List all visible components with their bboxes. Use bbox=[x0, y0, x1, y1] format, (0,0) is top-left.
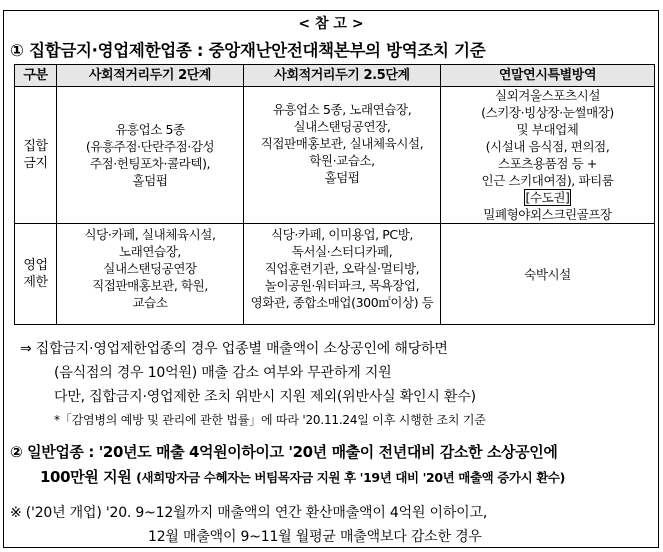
table-row bbox=[15, 224, 655, 325]
notice-frame bbox=[3, 10, 659, 548]
header-yearend: 연말연시특별방역 bbox=[441, 65, 655, 87]
arrow-line-2: (음식점의 경우 10억원) 매출 감소 여부와 무관하게 지원 bbox=[54, 365, 392, 381]
cell-limit-level2: 식당·카페, 실내체육시설, 노래연습장, 실내스탠딩공연장 직접판매홍보관, 학원, 교습소 bbox=[57, 224, 244, 325]
cell-ban-level25: 유흥업소 5종, 노래연습장, 실내스탠딩공연장, 직접판매홍보관, 실내체육시설, 학원·교습소, 홀덤펍 bbox=[244, 87, 441, 224]
arrow-line-3: 다만, 집합금지·영업제한 조치 위반시 지원 제외(위반사실 확인시 환수) bbox=[54, 389, 476, 405]
section2-number: ② bbox=[10, 443, 23, 461]
section2-title bbox=[10, 441, 557, 463]
arrow-line-1: ⇒ 집합금지·영업제한업종의 경우 업종별 매출액이 소상공인에 해당하면 bbox=[20, 341, 448, 357]
row-label-gathering-ban: 집합 금지 bbox=[15, 87, 57, 224]
section1-title bbox=[10, 37, 485, 61]
cell-limit-level25: 식당·카페, 이미용업, PC방, 독서실·스터디카페, 직업훈련기관, 오락실·멀티방, 놀이공원·워터파크, 목욕장업, 영화관, 종합소매업(300㎡이상) 등 bbox=[244, 224, 441, 325]
row-label-business-limit: 영업 제한 bbox=[15, 224, 57, 325]
footnote: *「감염병의 예방 및 관리에 관한 법률」에 따라 '20.11.24일 이후 시행한 조치 기준 bbox=[54, 413, 486, 427]
section2-line2: 100만원 지원 (새희망자금 수혜자는 버팀목자금 지원 후 '19년 대비 '20년 매출액 증가시 환수) bbox=[40, 468, 565, 486]
header-level25: 사회적거리두기 2.5단계 bbox=[244, 65, 441, 87]
note-line-1: ※ ('20년 개업) '20. 9~12월까지 매출액의 연간 환산매출액이 4억원 이하이고, bbox=[10, 505, 488, 521]
section1-number: ① bbox=[10, 41, 24, 60]
header-category: 구분 bbox=[15, 65, 57, 87]
table-header-row bbox=[15, 65, 655, 87]
section2-line1: 일반업종 : '20년도 매출 4억원이하이고 '20년 매출이 전년대비 감소한 소상공인에 bbox=[27, 443, 558, 461]
boxed-region-tag: [수도권] bbox=[525, 190, 570, 205]
cell-ban-level2: 유흥업소 5종 (유흥주점·단란주점·감성 주점·헌팅포차·콜라텍), 홀덤펍 bbox=[57, 87, 244, 224]
note-line-2: 12월 매출액이 9~11월 월평균 매출액보다 감소한 경우 bbox=[148, 529, 482, 545]
cell-limit-yearend: 숙박시설 bbox=[441, 224, 655, 325]
section1-heading: 집합금지·영업제한업종 : 중앙재난안전대책본부의 방역조치 기준 bbox=[29, 41, 486, 60]
reference-label: < 참 고 > bbox=[4, 13, 658, 33]
restriction-table bbox=[14, 64, 655, 325]
section2-note: (새희망자금 수혜자는 버팀목자금 지원 후 '19년 대비 '20년 매출액 증가시 환수) bbox=[136, 470, 565, 485]
header-level2: 사회적거리두기 2단계 bbox=[57, 65, 244, 87]
table-row bbox=[15, 87, 655, 224]
opening-note bbox=[10, 501, 487, 549]
cell-ban-yearend: 실외겨울스포츠시설 (스키장·빙상장·눈썰매장) 및 부대업체 (시설내 음식점, 편의점, 스포츠용품점 등 + 인근 스키대여점), 파티룸 [수도권] 밀폐형야외스크린골프장 bbox=[441, 87, 655, 224]
